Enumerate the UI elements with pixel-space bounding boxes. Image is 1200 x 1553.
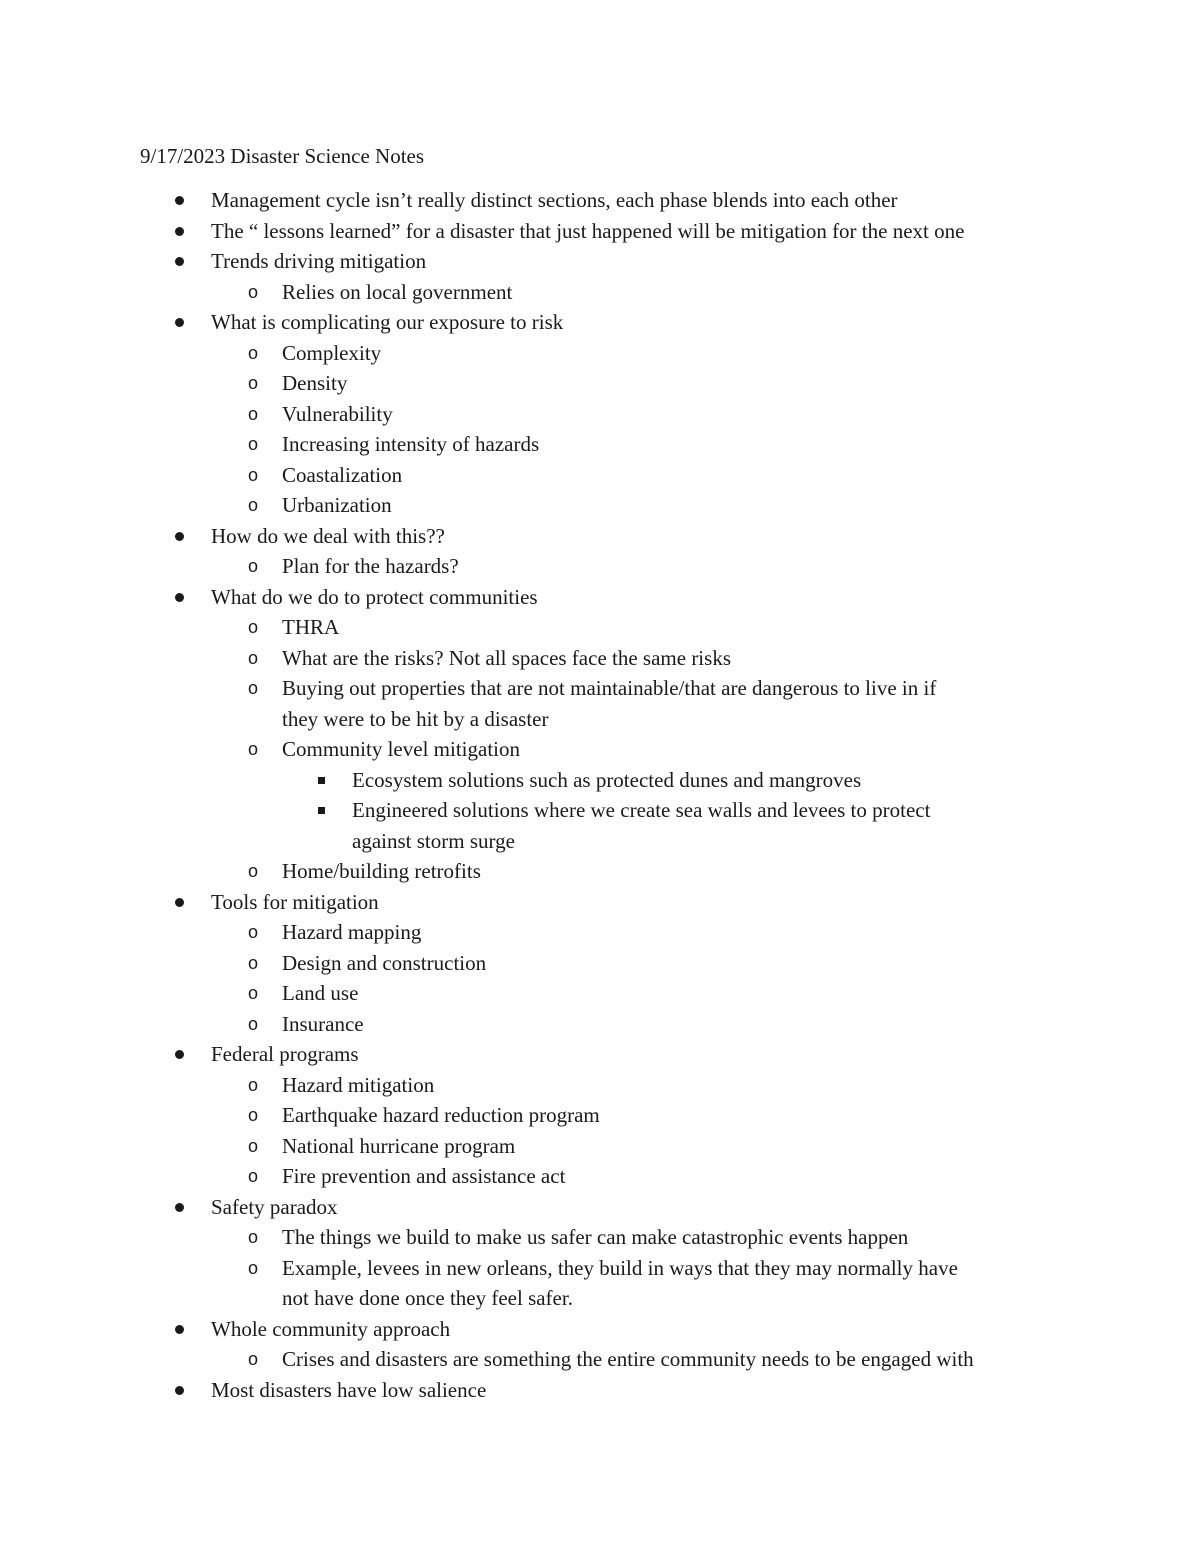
- circle-bullet-icon: o: [248, 342, 259, 363]
- circle-bullet-icon: o: [248, 556, 259, 576]
- circle-bullet-icon: o: [248, 434, 259, 454]
- note-text: Most disasters have low salience: [211, 1377, 487, 1402]
- note-text: Example, levees in new orleans, they build in ways that they may normally have: [282, 1255, 958, 1280]
- circle-bullet-icon: o: [248, 1166, 259, 1186]
- note-item-level-1: [0, 1192, 1200, 1223]
- circle-bullet-icon: o: [248, 922, 259, 942]
- note-item-level-1: [0, 1375, 1200, 1406]
- note-item-level-2: [0, 368, 1200, 399]
- circle-bullet-icon: o: [248, 1227, 259, 1247]
- note-item-level-2: [0, 1100, 1200, 1131]
- note-text: National hurricane program: [282, 1133, 516, 1158]
- disc-bullet-icon: [175, 227, 184, 236]
- note-text: Ecosystem solutions such as protected dunes and mangroves: [352, 767, 862, 792]
- note-text: Community level mitigation: [282, 737, 520, 761]
- note-text: What is complicating our exposure to risk: [211, 310, 564, 334]
- note-text: The things we build to make us safer can make catastrophic events happen: [282, 1225, 909, 1249]
- note-text: Design and construction: [282, 950, 487, 975]
- note-item-level-2: [0, 1344, 1200, 1375]
- circle-bullet-icon: o: [248, 983, 259, 1003]
- note-text: Management cycle isn’t really distinct sections, each phase blends into each other: [211, 188, 898, 212]
- note-text: Safety paradox: [211, 1194, 338, 1219]
- note-item-level-2: [0, 490, 1200, 521]
- note-text: Crises and disasters are something the entire community needs to be engaged with: [282, 1347, 974, 1371]
- note-text: Whole community approach: [211, 1316, 451, 1341]
- circle-bullet-icon: o: [248, 281, 259, 302]
- note-text: Complexity: [282, 340, 382, 365]
- note-text: The “ lessons learned” for a disaster that just happened will be mitigation for the next one: [211, 218, 965, 243]
- note-item-level-2: [0, 1253, 1200, 1284]
- note-text: Tools for mitigation: [211, 889, 379, 914]
- note-item-level-2: [0, 734, 1200, 765]
- note-text: Vulnerability: [282, 401, 393, 426]
- note-item-level-2: [0, 1070, 1200, 1101]
- circle-bullet-icon: o: [248, 464, 259, 485]
- note-item-level-2: [0, 277, 1200, 308]
- note-text: THRA: [282, 615, 340, 639]
- note-text: Plan for the hazards?: [282, 554, 459, 578]
- disc-bullet-icon: [175, 1050, 184, 1059]
- disc-bullet-icon: [175, 196, 184, 205]
- note-item-level-1: [0, 1039, 1200, 1070]
- disc-bullet-icon: [175, 1203, 184, 1212]
- note-item-level-2: [0, 917, 1200, 948]
- note-text: Federal programs: [211, 1042, 359, 1066]
- circle-bullet-icon: o: [248, 1105, 259, 1125]
- note-text: Relies on local government: [282, 279, 513, 304]
- note-text: Coastalization: [282, 462, 403, 487]
- note-item-level-2: [0, 1222, 1200, 1253]
- circle-bullet-icon: o: [248, 1349, 259, 1369]
- note-item-level-2: [0, 1009, 1200, 1040]
- note-text: Home/building retrofits: [282, 859, 481, 883]
- note-text: they were to be hit by a disaster: [282, 706, 549, 731]
- disc-bullet-icon: [175, 898, 184, 907]
- circle-bullet-icon: o: [248, 1074, 259, 1095]
- document-title: 9/17/2023 Disaster Science Notes: [140, 144, 425, 168]
- circle-bullet-icon: o: [248, 1257, 259, 1278]
- circle-bullet-icon: o: [248, 495, 259, 515]
- note-item-level-1: [0, 887, 1200, 918]
- note-text: What are the risks? Not all spaces face the same risks: [282, 645, 731, 670]
- note-item-level-1: [0, 185, 1200, 216]
- note-text: Engineered solutions where we create sea walls and levees to protect: [352, 798, 931, 822]
- note-item-level-2: [0, 673, 1200, 704]
- note-text: Hazard mapping: [282, 920, 422, 944]
- note-item-level-1: [0, 521, 1200, 552]
- note-item-level-2: [0, 1131, 1200, 1162]
- note-text: Land use: [282, 981, 359, 1005]
- disc-bullet-icon: [175, 1386, 184, 1395]
- note-text: Fire prevention and assistance act: [282, 1164, 566, 1188]
- note-item-level-2: [0, 551, 1200, 582]
- note-line-continuation: [0, 1283, 1200, 1314]
- note-item-level-2: [0, 460, 1200, 491]
- note-item-level-2: [0, 612, 1200, 643]
- note-line-continuation: [0, 826, 1200, 857]
- note-item-level-1: [0, 307, 1200, 338]
- note-text: What do we do to protect communities: [211, 584, 538, 609]
- note-text: Trends driving mitigation: [211, 249, 427, 273]
- note-item-level-1: [0, 582, 1200, 613]
- note-item-level-2: [0, 948, 1200, 979]
- circle-bullet-icon: o: [248, 373, 259, 393]
- note-text: Density: [282, 371, 348, 395]
- square-bullet-icon: [318, 777, 325, 784]
- note-item-level-2: [0, 399, 1200, 430]
- disc-bullet-icon: [175, 318, 184, 327]
- circle-bullet-icon: o: [248, 403, 259, 424]
- circle-bullet-icon: o: [248, 647, 259, 668]
- note-text: Earthquake hazard reduction program: [282, 1103, 600, 1127]
- disc-bullet-icon: [175, 257, 184, 266]
- note-text: Urbanization: [282, 493, 392, 517]
- note-item-level-2: [0, 856, 1200, 887]
- note-text: not have done once they feel safer.: [282, 1286, 573, 1310]
- note-item-level-1: [0, 216, 1200, 247]
- square-bullet-icon: [318, 807, 325, 814]
- note-text: Insurance: [282, 1011, 364, 1036]
- circle-bullet-icon: o: [248, 678, 259, 698]
- note-text: Buying out properties that are not maintainable/that are dangerous to live in if: [282, 676, 937, 700]
- disc-bullet-icon: [175, 1325, 184, 1334]
- note-item-level-1: [0, 246, 1200, 277]
- note-text: Increasing intensity of hazards: [282, 432, 540, 456]
- disc-bullet-icon: [175, 593, 184, 602]
- note-text: Hazard mitigation: [282, 1072, 435, 1097]
- note-item-level-2: [0, 429, 1200, 460]
- note-line-continuation: [0, 704, 1200, 735]
- circle-bullet-icon: o: [248, 952, 259, 973]
- note-item-level-2: [0, 643, 1200, 674]
- note-item-level-3: [0, 765, 1200, 796]
- note-text: How do we deal with this??: [211, 523, 445, 548]
- circle-bullet-icon: o: [248, 1013, 259, 1034]
- notes-list: [0, 185, 1200, 1405]
- note-item-level-2: [0, 978, 1200, 1009]
- note-item-level-2: [0, 338, 1200, 369]
- note-item-level-2: [0, 1161, 1200, 1192]
- note-text: against storm surge: [352, 828, 515, 853]
- circle-bullet-icon: o: [248, 861, 259, 881]
- note-item-level-3: [0, 795, 1200, 826]
- circle-bullet-icon: o: [248, 739, 259, 759]
- circle-bullet-icon: o: [248, 1135, 259, 1156]
- note-item-level-1: [0, 1314, 1200, 1345]
- disc-bullet-icon: [175, 532, 184, 541]
- circle-bullet-icon: o: [248, 617, 259, 637]
